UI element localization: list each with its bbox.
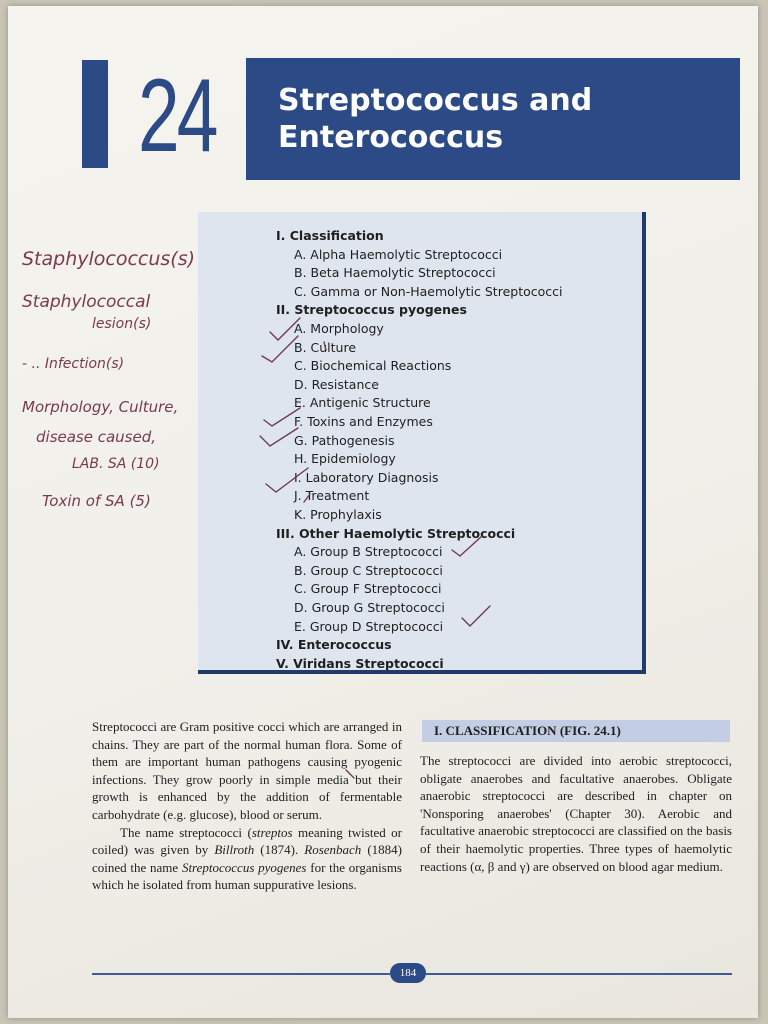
body-left-column bbox=[92, 718, 402, 894]
outline-item: C. Gamma or Non-Haemolytic Streptococci bbox=[294, 283, 563, 299]
outline-item: C. Biochemical Reactions bbox=[294, 358, 452, 374]
outline-item: B. Beta Haemolytic Streptococci bbox=[294, 265, 496, 281]
book-page bbox=[8, 6, 758, 1018]
outline-item: E. Group D Streptococci bbox=[294, 618, 444, 634]
outline-item: A. Group B Streptococci bbox=[294, 544, 443, 560]
outline-item: I. Laboratory Diagnosis bbox=[294, 469, 439, 485]
outline-item: D. Group G Streptococci bbox=[294, 600, 445, 615]
text-run-italic: Billroth bbox=[214, 842, 255, 858]
outline-item: H. Epidemiology bbox=[294, 451, 396, 467]
chapter-number: 24 bbox=[138, 58, 216, 174]
body-paragraph: The streptococci are divided into aerobic streptococci, obligate anaerobes and facultative anaerobes. Obligate anaerobic streptococci are described in chapter on 'Nonsporing anaerobes' (Chapter 30). Aerobic and facultative anaerobic streptococci are classified on the basis of their haemolytic properties. Three types of haemolytic reactions (α, β and γ) are observed on blood agar medium. bbox=[420, 753, 732, 874]
outline-section: III. Other Haemolytic Streptococci bbox=[276, 525, 516, 541]
chapter-title-line-2: Enterococcus bbox=[278, 120, 504, 155]
outline-item: F. Toxins and Enzymes bbox=[294, 414, 433, 429]
handwritten-note: disease caused, bbox=[36, 428, 157, 446]
outline-item: A. Alpha Haemolytic Streptococci bbox=[294, 246, 503, 262]
text-run: The name streptococci ( bbox=[120, 824, 252, 840]
outline-item: K. Prophylaxis bbox=[294, 507, 382, 522]
outline-item: B. Culture bbox=[294, 339, 357, 355]
text-run-italic: Rosenbach bbox=[304, 842, 362, 858]
chapter-title-line-1: Streptococcus and bbox=[278, 83, 593, 118]
handwritten-note: Morphology, Culture, bbox=[22, 398, 179, 416]
text-run-italic: Streptococcus pyogenes bbox=[181, 859, 307, 875]
handwritten-note: Toxin of SA (5) bbox=[42, 492, 151, 510]
text-run: meaning twisted or coiled) was given by bbox=[92, 824, 402, 858]
outline-item: A. Morphology bbox=[294, 321, 384, 336]
outline-item: C. Group F Streptococci bbox=[294, 581, 442, 597]
text-run: (1884) coined the name bbox=[92, 842, 402, 875]
handwritten-note: LAB. SA (10) bbox=[72, 456, 160, 472]
outline-item: E. Antigenic Structure bbox=[294, 395, 431, 411]
body-paragraph: Streptococci are Gram positive cocci which are arranged in chains. They are part of the normal human flora. Some of them are important human pathogens causing pyogenic infections. They grow poorly in simple media but their growth is enhanced by the addition of fermentable carbohydrate (e.g. glucose), blood or serum. bbox=[92, 719, 402, 822]
outline-item: B. Group C Streptococci bbox=[294, 562, 443, 578]
body-paragraph bbox=[92, 824, 402, 894]
outline-section: V. Viridans Streptococci bbox=[276, 655, 444, 671]
handwritten-note: Staphylococcus(s) bbox=[22, 248, 196, 270]
outline-item: J. Treatment bbox=[294, 488, 370, 504]
handwritten-note: Staphylococcal bbox=[22, 292, 151, 312]
outline-section: II. Streptococcus pyogenes bbox=[276, 302, 467, 318]
handwritten-note: - .. Infection(s) bbox=[22, 356, 125, 372]
footer-rule-right bbox=[426, 973, 732, 975]
handwritten-note: lesion(s) bbox=[92, 316, 152, 332]
text-run: (1874). bbox=[254, 842, 305, 858]
body-right-column bbox=[420, 752, 732, 875]
outline-section: IV. Enterococcus bbox=[276, 637, 392, 653]
outline-section: I. Classification bbox=[276, 228, 384, 243]
text-run: for the organisms which he isolated from human suppurative lesions. bbox=[92, 859, 402, 893]
outline-item: D. Resistance bbox=[294, 376, 379, 392]
page-number: 184 bbox=[390, 963, 426, 983]
outline-item: G. Pathogenesis bbox=[294, 432, 395, 448]
text-run-italic: streptos bbox=[251, 824, 293, 840]
footer-rule-left bbox=[92, 973, 390, 975]
section-heading: I. CLASSIFICATION (FIG. 24.1) bbox=[422, 720, 730, 742]
